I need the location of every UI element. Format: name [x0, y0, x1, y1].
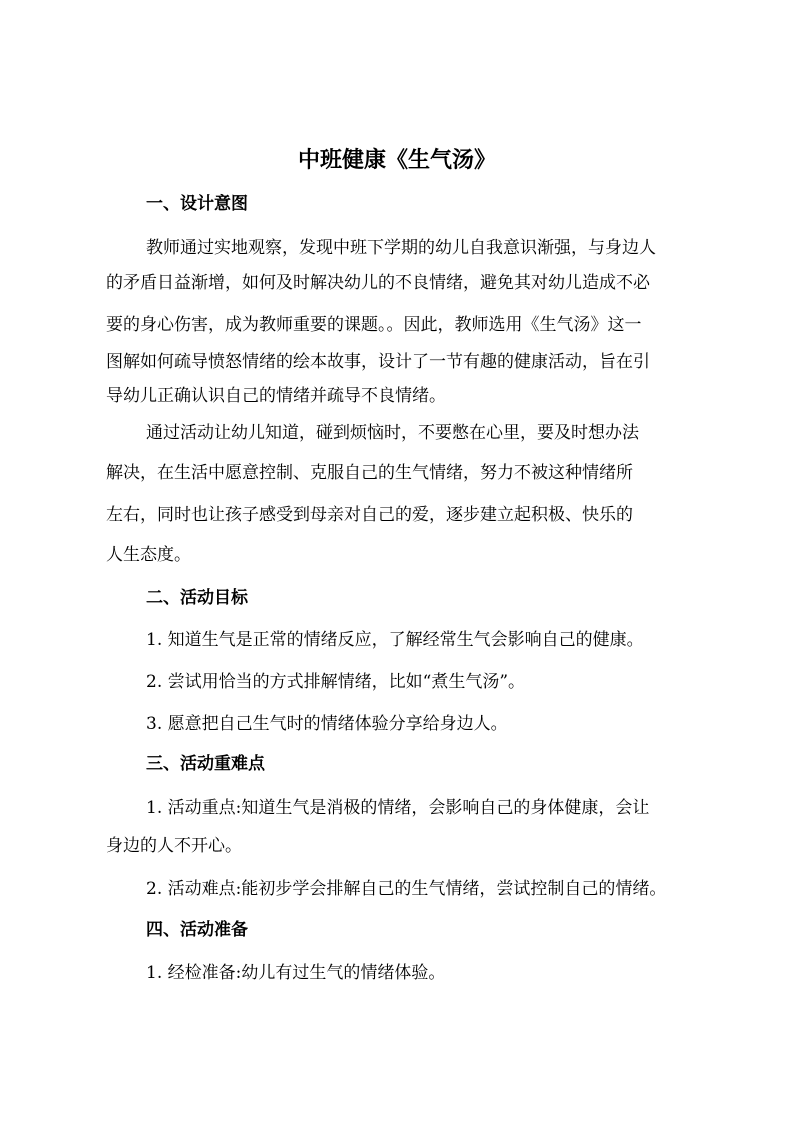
- paragraph-line: 通过活动让幼儿知道，碰到烦恼时，不要憋在心里，要及时想办法: [146, 423, 639, 443]
- document-title: 中班健康《生气汤》: [297, 147, 496, 173]
- paragraph-line: 解决，在生活中愿意控制、克服自己的生气情绪，努力不被这种情绪所: [106, 463, 633, 483]
- section-heading-activity-goals: 二、活动目标: [146, 588, 248, 608]
- paragraph-line: 导幼儿正确认识自己的情绪并疏导不良情绪。: [106, 386, 446, 406]
- paragraph-line: 人生态度。: [106, 545, 191, 565]
- paragraph-line: 左右，同时也让孩子感受到母亲对自己的爱，逐步建立起积极、快乐的: [106, 505, 633, 525]
- list-item: 3. 愿意把自己生气时的情绪体验分享给身边人。: [146, 714, 508, 734]
- list-item: 1. 知道生气是正常的情绪反应，了解经常生气会影响自己的健康。: [146, 630, 644, 650]
- list-item: 身边的人不开心。: [106, 836, 242, 856]
- paragraph-line: 教师通过实地观察，发现中班下学期的幼儿自我意识渐强，与身边人: [146, 238, 656, 258]
- section-heading-key-points: 三、活动重难点: [146, 754, 265, 774]
- list-item: 1. 活动重点:知道生气是消极的情绪，会影响自己的身体健康，会让: [146, 798, 650, 818]
- list-item: 2. 尝试用恰当的方式排解情绪，比如“煮生气汤”。: [146, 672, 526, 692]
- list-item: 1. 经检准备:幼儿有过生气的情绪体验。: [146, 963, 446, 983]
- paragraph-line: 图解如何疏导愤怒情绪的绘本故事，设计了一节有趣的健康活动，旨在引: [106, 352, 650, 372]
- paragraph-line: 的矛盾日益渐增，如何及时解决幼儿的不良情绪，避免其对幼儿造成不必: [106, 273, 650, 293]
- section-heading-preparation: 四、活动准备: [146, 920, 248, 940]
- list-item: 2. 活动难点:能初步学会排解自己的生气情绪，尝试控制自己的情绪。: [146, 879, 667, 899]
- paragraph-line: 要的身心伤害，成为教师重要的课题。。因此，教师选用《生气汤》这一: [106, 315, 642, 335]
- section-heading-design-intent: 一、设计意图: [146, 194, 248, 214]
